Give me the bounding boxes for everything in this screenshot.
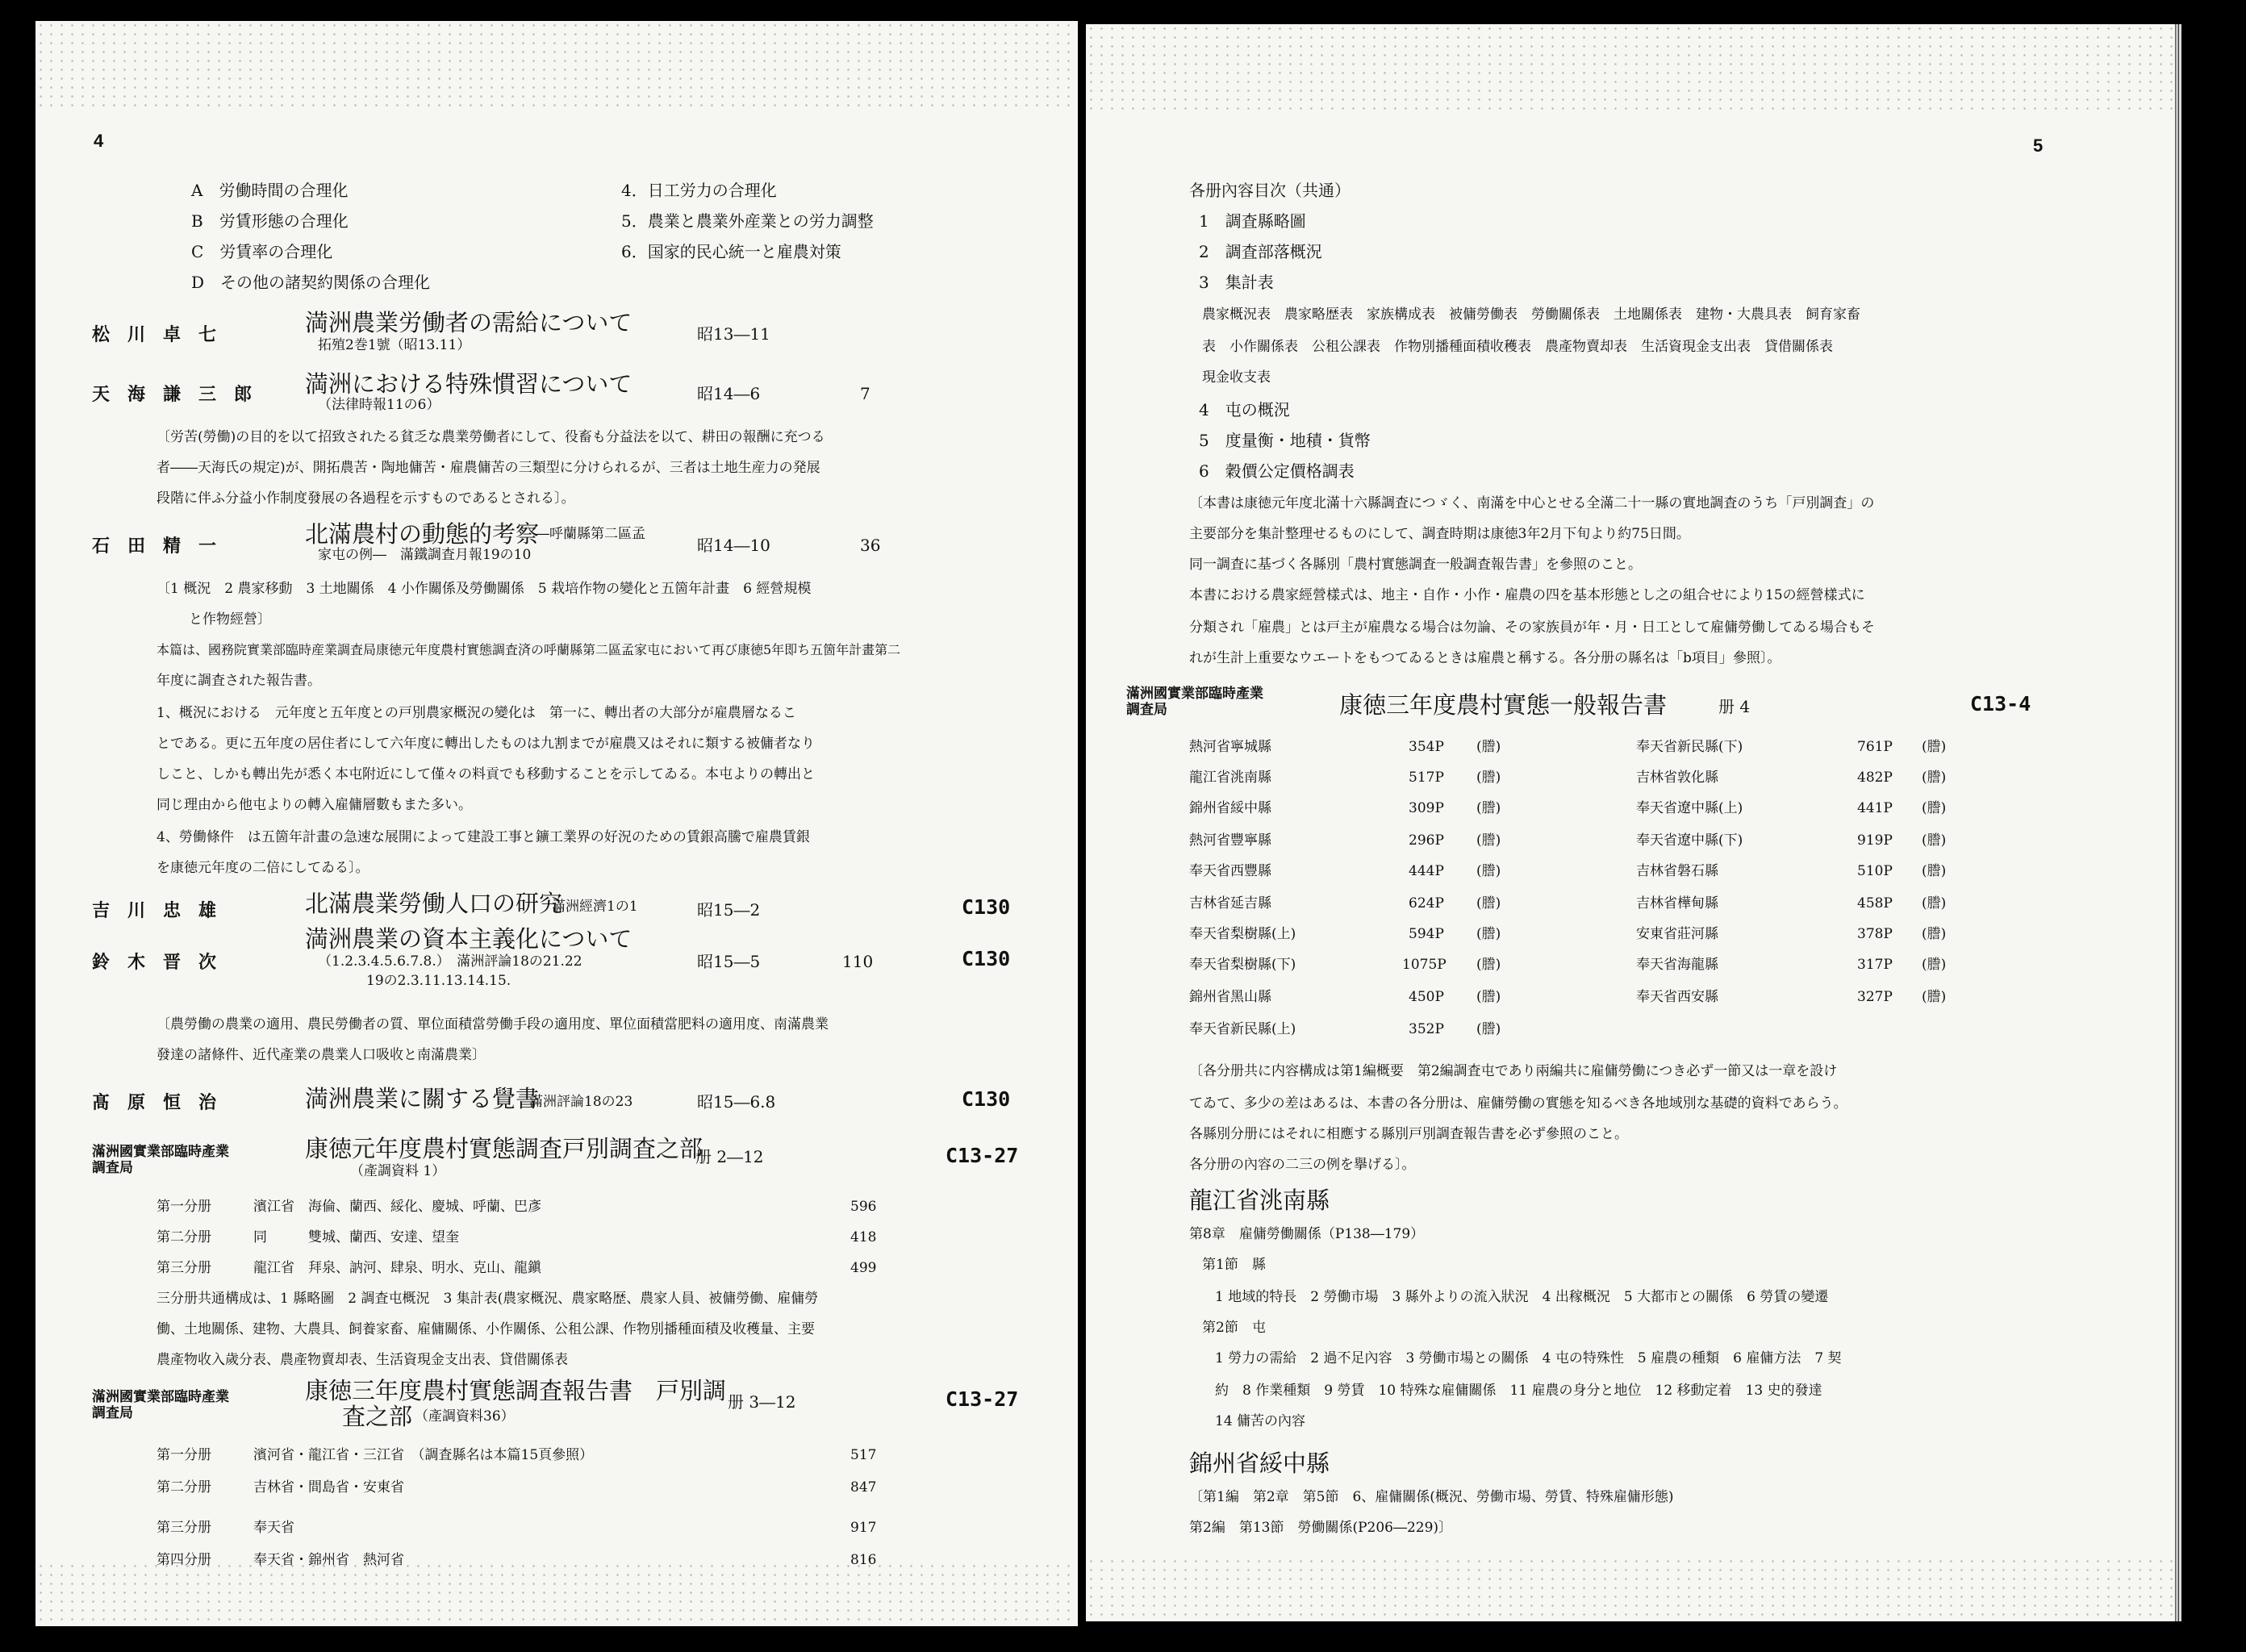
entry-org: 滿洲國實業部臨時產業 bbox=[92, 1144, 229, 1160]
entry-source: （法律時報11の6） bbox=[318, 397, 440, 413]
county-pages: 378P bbox=[1857, 926, 1893, 942]
county-name: 奉天省梨樹縣(下) bbox=[1189, 957, 1296, 973]
volume-text: 奉天省 bbox=[253, 1520, 294, 1536]
county-name: 吉林省磐石縣 bbox=[1636, 863, 1718, 879]
entry-note: 三分册共通構成は、1 縣略圖 2 調査屯概況 3 集計表(農家概況、農家略歴、農家人員、被傭勞働、雇傭勞 bbox=[157, 1291, 819, 1307]
contents-item: 2 調査部落概況 bbox=[1199, 242, 1322, 261]
county-tag: (謄) bbox=[1476, 863, 1501, 879]
entry-note: を康徳元年度の二倍にしてゐる〕。 bbox=[157, 860, 369, 876]
contents-item: 6 穀價公定價格調表 bbox=[1199, 461, 1355, 481]
entry-date: 昭15―6.8 bbox=[697, 1092, 776, 1112]
entry-note: 4、勞働條件 は五箇年計畫の急速な展開によって建設工事と鑛工業界の好況のための賃銀高騰で雇農賃銀 bbox=[157, 829, 810, 845]
county-pages: 327P bbox=[1857, 989, 1893, 1005]
entry-source: 拓殖2巻1號（昭13.11） bbox=[318, 337, 471, 353]
county-tag: (謄) bbox=[1476, 770, 1501, 786]
entry-author: 吉 川 忠 雄 bbox=[92, 900, 217, 921]
entry-date: 昭14―10 bbox=[697, 536, 770, 555]
outline-item: C 労賃率の合理化 bbox=[191, 242, 333, 261]
entry-volumes: 册 2―12 bbox=[695, 1147, 764, 1166]
volume-number: 596 bbox=[850, 1199, 877, 1215]
outline-item: D その他の諸契約関係の合理化 bbox=[191, 273, 431, 292]
entry-title: 北滿農村の動態的考察 bbox=[305, 520, 540, 548]
county-name: 安東省莊河縣 bbox=[1636, 926, 1718, 942]
county-tag: (謄) bbox=[1922, 926, 1947, 942]
county-name: 奉天省新民縣(下) bbox=[1636, 739, 1743, 755]
county-tag: (謄) bbox=[1922, 739, 1947, 755]
county-name: 錦州省綏中縣 bbox=[1189, 800, 1271, 816]
note-line: 主要部分を集計整理せるものにして、調査時期は康徳3年2月下旬より約75日間。 bbox=[1189, 526, 1690, 542]
paper-noise-top bbox=[35, 21, 1078, 110]
entry-date: 昭13―11 bbox=[697, 324, 770, 344]
county-tag: (謄) bbox=[1476, 832, 1501, 849]
county-pages: 441P bbox=[1857, 800, 1893, 816]
contents-title: 各册內容目次（共通） bbox=[1189, 181, 1351, 200]
entry-author: 鈴 木 晋 次 bbox=[92, 952, 217, 973]
entry-source: （產調資料36） bbox=[415, 1408, 515, 1425]
note-line: 各分册の內容の二三の例を擧げる〕。 bbox=[1189, 1157, 1416, 1173]
county-name: 奉天省遼中縣(上) bbox=[1636, 800, 1743, 816]
paper-noise-bottom bbox=[1086, 1557, 2175, 1621]
entry-org: 調査局 bbox=[1126, 702, 1167, 718]
entry-title: 康徳元年度農村實態調査戸別調査之部 bbox=[305, 1135, 703, 1162]
entry-title: 査之部 bbox=[342, 1403, 413, 1430]
volume-number: 418 bbox=[850, 1229, 877, 1245]
entry-note: 働、土地關係、建物、大農具、飼養家畜、雇傭關係、小作關係、公租公課、作物別播種面積及收穫量、主要 bbox=[157, 1321, 815, 1337]
entry-source: 19の2.3.11.13.14.15. bbox=[366, 973, 511, 989]
county-pages: 444P bbox=[1409, 863, 1444, 879]
county-name: 奉天省遼中縣(下) bbox=[1636, 832, 1743, 849]
entry-date: 昭14―6 bbox=[697, 384, 761, 403]
county-tag: (謄) bbox=[1922, 957, 1947, 973]
entry-note: 發達の諸條件、近代產業の農業人口吸收と南滿農業〕 bbox=[157, 1047, 486, 1063]
entry-date: 昭15―5 bbox=[697, 952, 761, 971]
entry-note: しこと、しかも轉出先が悉く本屯附近にして僅々の料貢でも移動することを示してゐる。本屯よりの轉出と bbox=[157, 766, 815, 782]
outline-item: 5．農業と農業外産業との労力調整 bbox=[621, 211, 874, 231]
call-number: C130 bbox=[962, 1087, 1011, 1111]
county-pages: 309P bbox=[1409, 800, 1444, 816]
county-pages: 517P bbox=[1409, 770, 1444, 786]
county-name: 吉林省敦化縣 bbox=[1636, 770, 1718, 786]
county-tag: (謄) bbox=[1476, 739, 1501, 755]
right-page bbox=[1086, 24, 2175, 1621]
county-pages: 296P bbox=[1409, 832, 1444, 849]
outline-item: B 労賃形態の合理化 bbox=[191, 211, 349, 231]
entry-source: 滿洲經濟1の1 bbox=[552, 899, 638, 915]
county-tag: (謄) bbox=[1922, 832, 1947, 849]
entry-number: 110 bbox=[842, 952, 874, 971]
outline-item: A 労働時間の合理化 bbox=[191, 181, 349, 200]
volume-label: 第四分册 bbox=[157, 1552, 211, 1568]
note-line: 〔本書は康徳元年度北滿十六縣調査につゞく、南滿を中心とせる全滿二十一縣の實地調査のうち「戸別調査」の bbox=[1189, 495, 1875, 511]
county-pages: 510P bbox=[1857, 863, 1893, 879]
page-number: 4 bbox=[94, 131, 104, 151]
entry-title: 満洲農業の資本主義化について bbox=[305, 925, 632, 953]
example-items: 1 地域的特長 2 勞働市場 3 縣外よりの流入狀況 4 出稼概況 5 大都市との關係 6 勞賃の變遷 bbox=[1215, 1289, 1829, 1305]
entry-note: と作物經營〕 bbox=[189, 611, 271, 628]
paper-noise-bottom bbox=[35, 1562, 1078, 1626]
county-pages: 482P bbox=[1857, 770, 1893, 786]
volume-text: 龍江省 拜泉、訥河、肆泉、明水、克山、龍鎭 bbox=[253, 1260, 541, 1276]
county-tag: (謄) bbox=[1476, 926, 1501, 942]
entry-note: 〔労苦(勞働)の目的を以て招致されたる貧乏な農業勞働者にして、役畜も分益法を以て、耕田の報酬に充つる bbox=[157, 429, 825, 445]
note-line: 各縣別分册にはそれに相應する縣別戸別調査報告書を必ず參照のこと。 bbox=[1189, 1126, 1628, 1142]
county-name: 奉天省梨樹縣(上) bbox=[1189, 926, 1296, 942]
contents-item: 5 度量衡・地積・貨幣 bbox=[1199, 431, 1371, 450]
entry-title: 康徳三年度農村實態一般報告書 bbox=[1339, 691, 1668, 719]
entry-org: 滿洲國實業部臨時產業 bbox=[1126, 686, 1263, 702]
note-line: れが生計上重要なウエートをもつてゐるときは雇農と稱する。各分册の縣名は「b項目」參照〕。 bbox=[1189, 650, 1781, 666]
entry-note: 段階に伴ふ分益小作制度發展の各過程を示すものであるとされる〕。 bbox=[157, 490, 575, 507]
volume-number: 517 bbox=[850, 1447, 877, 1463]
entry-note: 〔1 概況 2 農家移動 3 土地關係 4 小作關係及勞働關係 5 栽培作物の變化と五箇年計畫 6 經營規模 bbox=[157, 581, 812, 597]
county-name: 奉天省西豐縣 bbox=[1189, 863, 1271, 879]
county-tag: (謄) bbox=[1922, 863, 1947, 879]
note-line: てゐて、多少の差はあるは、本書の各分册は、雇傭勞働の實態を知るべき各地域別な基礎的資料であらう。 bbox=[1189, 1095, 1847, 1112]
county-name: 熱河省豐寧縣 bbox=[1189, 832, 1271, 849]
entry-org: 調査局 bbox=[92, 1405, 133, 1421]
volume-label: 第二分册 bbox=[157, 1229, 211, 1245]
entry-title: 北滿農業勞働人口の研究 bbox=[305, 890, 563, 917]
entry-source: ―呼蘭縣第二區孟 bbox=[536, 526, 645, 542]
volume-label: 第三分册 bbox=[157, 1260, 211, 1276]
entry-source: （產調資料 1） bbox=[350, 1163, 446, 1179]
entry-org: 滿洲國實業部臨時產業 bbox=[92, 1389, 229, 1405]
county-name: 吉林省樺甸縣 bbox=[1636, 895, 1718, 912]
example-items: 第2編 第13節 勞働關係(P206―229)〕 bbox=[1189, 1520, 1453, 1536]
volume-number: 917 bbox=[850, 1520, 877, 1536]
left-page bbox=[35, 21, 1078, 1626]
volume-number: 847 bbox=[850, 1479, 877, 1496]
entry-source: 家屯の例― 滿鐵調査月報19の10 bbox=[318, 547, 532, 563]
county-tag: (謄) bbox=[1922, 800, 1947, 816]
volume-text: 奉天省・錦州省 熱河省 bbox=[253, 1552, 404, 1568]
county-tag: (謄) bbox=[1476, 989, 1501, 1005]
entry-author: 松 川 卓 七 bbox=[92, 324, 217, 345]
volume-label: 第一分册 bbox=[157, 1199, 211, 1215]
paper-noise-top bbox=[1086, 24, 2175, 113]
note-line: 〔各分册共に内容構成は第1編概要 第2編調査屯であり兩編共に雇傭勞働につき必ず一節又は一章を設け bbox=[1189, 1063, 1838, 1079]
example-section: 第1節 縣 bbox=[1202, 1257, 1266, 1273]
contents-item: 表 小作關係表 公租公課表 作物別播種面積收穫表 農產物賣却表 生活資現金支出表 貸借關係表 bbox=[1202, 339, 1833, 355]
contents-item: 4 屯の概況 bbox=[1199, 400, 1290, 419]
entry-note: 1、概況における 元年度と五年度との戸別農家概況の變化は 第一に、轉出者の大部分が雇農層なるこ bbox=[157, 705, 796, 721]
example-section: 第2節 屯 bbox=[1202, 1320, 1266, 1336]
entry-note: 本篇は、國務院實業部臨時産業調査局康徳元年度農村實態調査済の呼蘭縣第二區孟家屯において再び康徳5年即ち五箇年計畫第二 bbox=[157, 642, 901, 657]
volume-label: 第三分册 bbox=[157, 1520, 211, 1536]
entry-number: 7 bbox=[860, 384, 870, 403]
county-tag: (謄) bbox=[1476, 800, 1501, 816]
volume-label: 第二分册 bbox=[157, 1479, 211, 1496]
county-tag: (謄) bbox=[1922, 989, 1947, 1005]
county-pages: 761P bbox=[1857, 739, 1893, 755]
county-tag: (謄) bbox=[1922, 770, 1947, 786]
volume-text: 濱江省 海倫、蘭西、綏化、慶城、呼蘭、巴彥 bbox=[253, 1199, 541, 1215]
entry-note: 〔農勞働の農業の適用、農民勞働者の質、單位面積當勞働手段の適用度、單位面積當肥料の適用度、南滿農業 bbox=[157, 1016, 829, 1032]
entry-note: 者――天海氏の規定)が、開拓農苦・陶地傭苦・雇農傭苦の三類型に分けられるが、三者は土地生産力の発展 bbox=[157, 460, 820, 476]
county-tag: (謄) bbox=[1476, 895, 1501, 912]
contents-item: 3 集計表 bbox=[1199, 273, 1274, 292]
county-pages: 352P bbox=[1409, 1021, 1444, 1037]
county-name: 奉天省海龍縣 bbox=[1636, 957, 1718, 973]
entry-note: とである。更に五年度の居住者にして六年度に轉出したものは九割までが雇農又はそれに類する被傭者なり bbox=[157, 736, 815, 752]
entry-org: 調査局 bbox=[92, 1160, 133, 1176]
entry-author: 石 田 精 一 bbox=[92, 536, 217, 557]
entry-date: 昭15―2 bbox=[697, 900, 761, 920]
example-items: 14 傭苦の內容 bbox=[1215, 1413, 1306, 1429]
county-pages: 624P bbox=[1409, 895, 1444, 912]
county-pages: 354P bbox=[1409, 739, 1444, 755]
contents-item: 1 調査縣略圖 bbox=[1199, 211, 1306, 231]
county-name: 熱河省寧城縣 bbox=[1189, 739, 1271, 755]
entry-source: （1.2.3.4.5.6.7.8.） 滿洲評論18の21.22 bbox=[318, 953, 582, 970]
volume-number: 816 bbox=[850, 1552, 877, 1568]
volume-text: 濱河省・龍江省・三江省 （調査縣名は本篇15頁參照） bbox=[253, 1447, 594, 1463]
entry-title: 康徳三年度農村實態調査報告書 戸別調 bbox=[305, 1377, 727, 1404]
county-tag: (謄) bbox=[1476, 957, 1501, 973]
example-chapter: 第8章 雇傭勞働關係（P138―179） bbox=[1189, 1226, 1425, 1242]
note-line: 同一調査に基づく各縣別「農村實態調査一般調査報告書」を參照のこと。 bbox=[1189, 557, 1642, 573]
entry-author: 髙 原 恒 治 bbox=[92, 1092, 217, 1113]
volume-text: 吉林省・間島省・安東省 bbox=[253, 1479, 404, 1496]
volume-text: 同 雙城、蘭西、安達、望奎 bbox=[253, 1229, 459, 1245]
entry-number: 36 bbox=[860, 536, 881, 555]
county-pages: 458P bbox=[1857, 895, 1893, 912]
contents-item: 農家概況表 農家略歴表 家族構成表 被傭勞働表 勞働關係表 土地關係表 建物・大農具表 飼育家畜 bbox=[1202, 307, 1860, 323]
example-items: 1 勞力の需給 2 過不足內容 3 勞働市場との關係 4 屯の特殊性 5 雇農の種類 6 雇傭方法 7 契 bbox=[1215, 1350, 1842, 1366]
county-pages: 919P bbox=[1857, 832, 1893, 849]
county-tag: (謄) bbox=[1922, 895, 1947, 912]
county-name: 錦州省黑山縣 bbox=[1189, 989, 1271, 1005]
entry-note: 年度に調査された報告書。 bbox=[157, 673, 321, 689]
entry-title: 満洲における特殊慣習について bbox=[305, 370, 632, 398]
example-items: 〔第1編 第2章 第5節 6、雇傭關係(概況、勞働市場、勞賃、特殊雇傭形態) bbox=[1189, 1489, 1674, 1505]
county-name: 奉天省西安縣 bbox=[1636, 989, 1718, 1005]
county-pages: 450P bbox=[1409, 989, 1444, 1005]
county-pages: 1075P bbox=[1402, 957, 1447, 973]
call-number: C13-27 bbox=[946, 1387, 1019, 1411]
entry-title: 満洲農業に關する覺書 bbox=[305, 1085, 540, 1112]
entry-note: 農產物收入歲分表、農產物賣却表、生活資現金支出表、貸借關係表 bbox=[157, 1352, 568, 1368]
volume-label: 第一分册 bbox=[157, 1447, 211, 1463]
county-pages: 317P bbox=[1857, 957, 1893, 973]
entry-source: 滿洲評論18の23 bbox=[529, 1094, 633, 1110]
entry-author: 天 海 謙 三 郎 bbox=[92, 384, 253, 405]
example-heading: 龍江省洮南縣 bbox=[1189, 1187, 1330, 1214]
note-line: 分類され「雇農」とは戸主が雇農なる場合は勿論、その家族員が年・月・日工として雇傭勞働してゐる場合もそ bbox=[1189, 620, 1875, 636]
county-name: 龍江省洮南縣 bbox=[1189, 770, 1271, 786]
page-number: 5 bbox=[2033, 136, 2044, 156]
county-tag: (謄) bbox=[1476, 1021, 1501, 1037]
outline-item: 4．日工労力の合理化 bbox=[621, 181, 777, 200]
entry-note: 同じ理由から他屯よりの轉入雇傭層數もまた多い。 bbox=[157, 797, 472, 813]
example-items: 約 8 作業種類 9 勞賃 10 特殊な雇傭關係 11 雇農の身分と地位 12 移動定着 13 史的發達 bbox=[1215, 1383, 1822, 1399]
call-number: C13-27 bbox=[946, 1144, 1019, 1167]
contents-item: 現金收支表 bbox=[1202, 369, 1271, 386]
entry-title: 満洲農業労働者の需給について bbox=[305, 309, 632, 336]
county-name: 吉林省延吉縣 bbox=[1189, 895, 1271, 912]
county-pages: 594P bbox=[1409, 926, 1444, 942]
note-line: 本書における農家經營樣式は、地主・自作・小作・雇農の四を基本形態とし之の組合せにより15の經營樣式に bbox=[1189, 587, 1865, 603]
entry-volumes: 册 4 bbox=[1718, 697, 1751, 716]
entry-volumes: 册 3―12 bbox=[728, 1392, 796, 1412]
outline-item: 6．国家的民心統一と雇農対策 bbox=[621, 242, 841, 261]
volume-number: 499 bbox=[850, 1260, 877, 1276]
county-name: 奉天省新民縣(上) bbox=[1189, 1021, 1296, 1037]
call-number: C130 bbox=[962, 947, 1011, 970]
call-number: C13-4 bbox=[1970, 692, 2031, 715]
example-heading: 錦州省綏中縣 bbox=[1189, 1450, 1330, 1477]
call-number: C130 bbox=[962, 895, 1011, 919]
